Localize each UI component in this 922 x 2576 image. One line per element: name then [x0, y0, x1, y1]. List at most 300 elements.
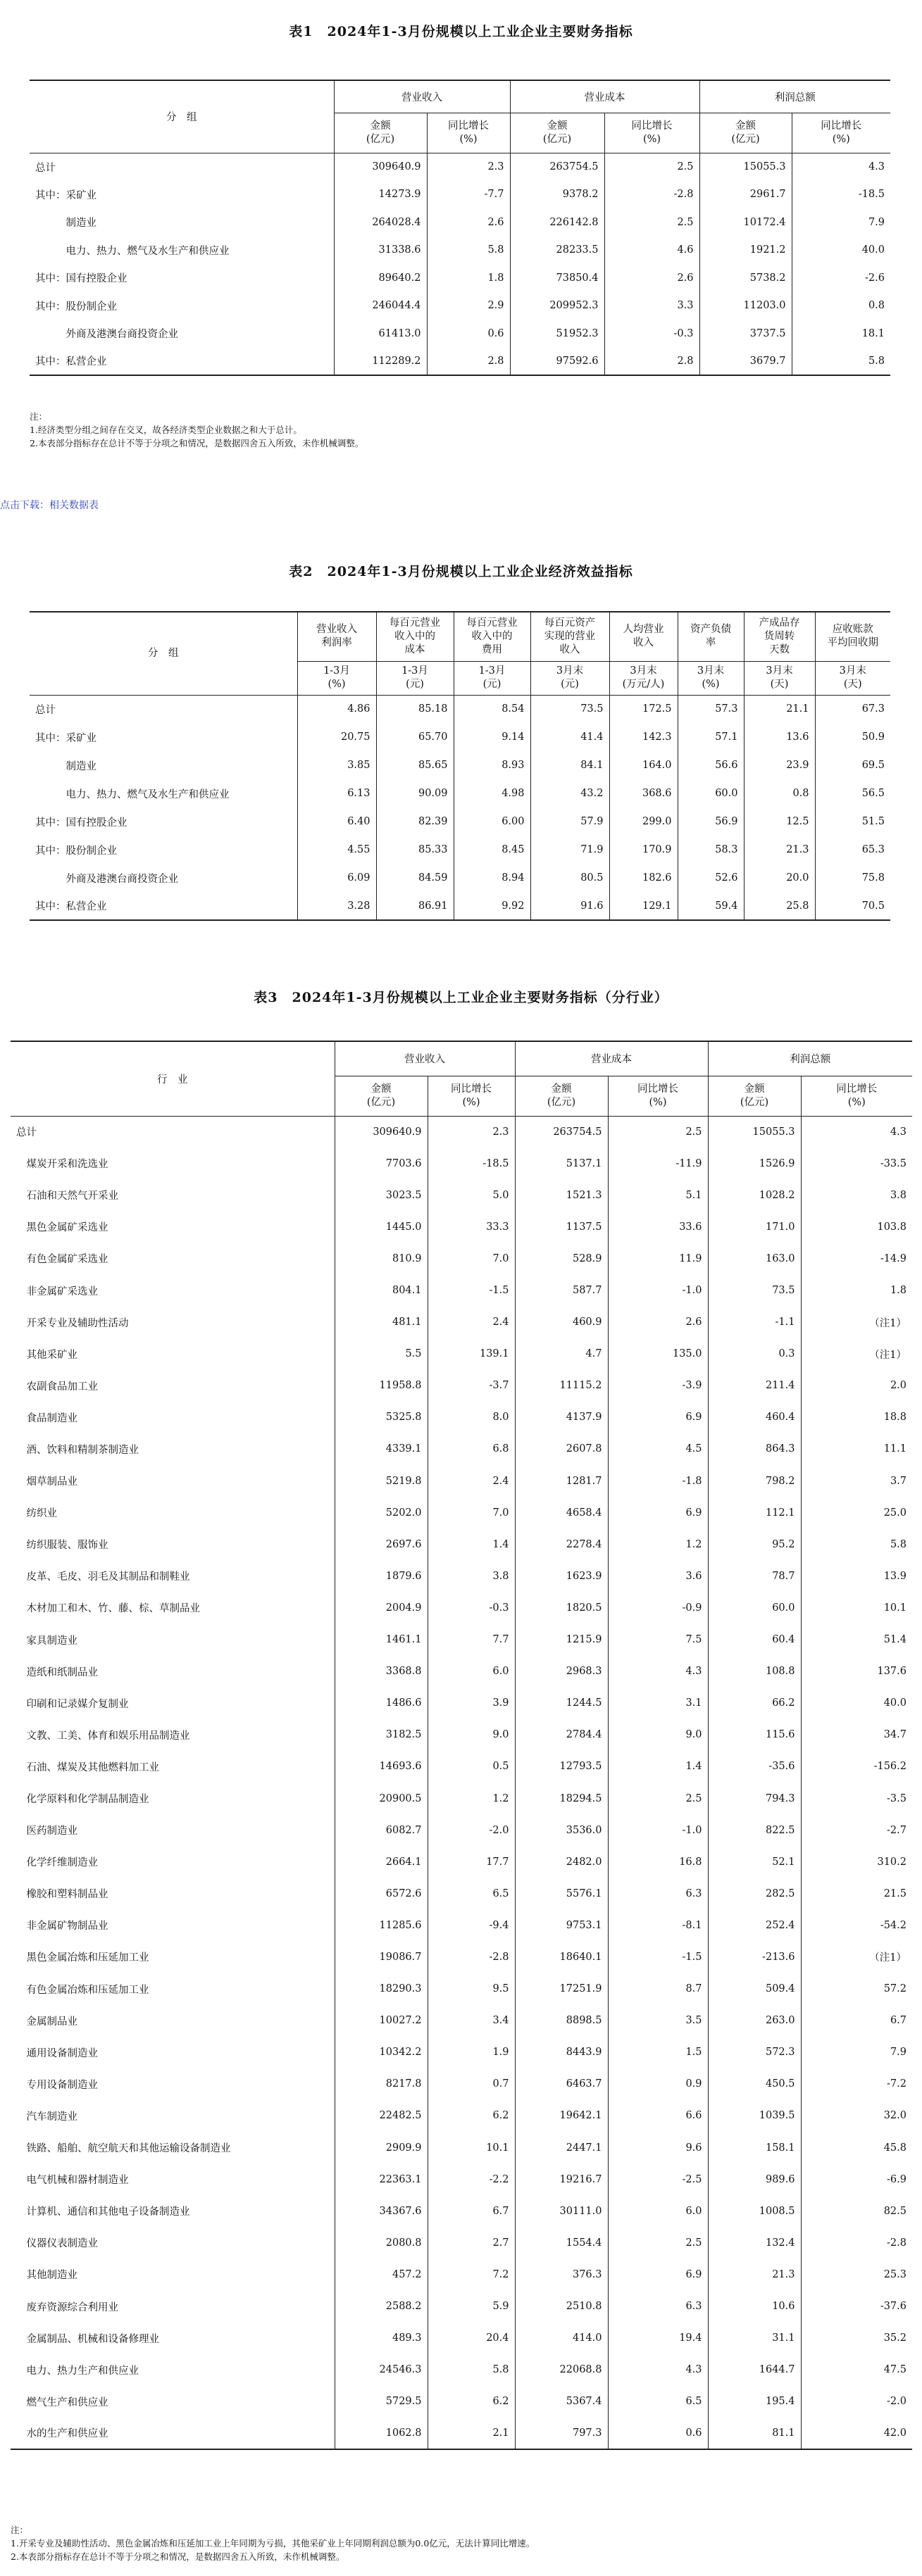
- table1-note-line: 2.本表部分指标存在总计不等于分项之和情况，是数据四舍五入所致，未作机械调整。: [30, 438, 364, 448]
- table1-cell: -2.6: [792, 264, 890, 292]
- table1-cell: 7.9: [792, 208, 890, 237]
- table3-cell: -1.0: [608, 1814, 708, 1846]
- table3-cell: 60.0: [708, 1592, 801, 1623]
- table3-subheader: 同比增长 (%): [801, 1076, 912, 1116]
- table3-row: [11, 1528, 912, 1560]
- table2-column-unit: 3月末 (元): [530, 661, 609, 695]
- table3-cell: 822.5: [708, 1814, 801, 1846]
- table2-column-header: 产成品存 货周转 天数: [744, 612, 815, 661]
- table3-cell: 211.4: [708, 1370, 801, 1402]
- table3: [11, 1041, 912, 2450]
- table3-row-label: 金属制品业: [16, 2016, 77, 2028]
- table3-cell: 2.3: [428, 1116, 515, 1148]
- table1-category-header: 分 组: [30, 80, 334, 153]
- table3-row: [11, 1846, 912, 1878]
- table3-cell: 103.8: [801, 1211, 912, 1243]
- table3-cell: 3.9: [428, 1688, 515, 1719]
- table3-cell: 10.1: [801, 1592, 912, 1623]
- table1-cell: -0.3: [604, 320, 699, 348]
- table1-notes: [30, 410, 363, 450]
- table3-row: [11, 2037, 912, 2068]
- table3-row: [11, 1814, 912, 1846]
- table3-cell: 10342.2: [335, 2037, 428, 2068]
- table3-cell: 2.6: [608, 1307, 708, 1338]
- table1-cell: 3737.5: [699, 320, 792, 348]
- table3-row-label: 纺织业: [16, 1508, 57, 1520]
- table3-cell: 108.8: [708, 1656, 801, 1688]
- table3-row-label: 通用设备制造业: [16, 2047, 98, 2059]
- table3-cell: 11.9: [608, 1243, 708, 1274]
- table3-cell: -2.5: [608, 2163, 708, 2195]
- table3-cell: 12793.5: [515, 1751, 608, 1783]
- table1-subheader: 同比增长 (%): [792, 113, 890, 153]
- table3-cell: 19216.7: [515, 2163, 608, 2195]
- table3-row: [11, 1211, 912, 1243]
- download-link[interactable]: 点击下载：相关数据表: [0, 500, 99, 511]
- table1: [30, 80, 890, 376]
- table2-column-header: 营业收入 利润率: [297, 612, 376, 661]
- table3-cell: -1.8: [608, 1465, 708, 1497]
- table1-cell: 28233.5: [510, 237, 604, 265]
- table3-cell: 3368.8: [335, 1656, 428, 1688]
- table3-note-line: 1.开采专业及辅助性活动、黑色金属冶炼和压延加工业上年同期为亏损，其他采矿业上年同期利润总额为0.0亿元，无法计算同比增速。: [11, 2538, 535, 2549]
- table3-cell: 1.2: [428, 1783, 515, 1814]
- table2-row: [30, 864, 890, 892]
- table3-cell: 22363.1: [335, 2163, 428, 2195]
- table3-row-label: 仪器仪表制造业: [16, 2238, 98, 2250]
- table3-cell: 81.1: [708, 2418, 801, 2449]
- table3-row-label: 文教、工美、体育和娱乐用品制造业: [16, 1730, 190, 1742]
- table3-cell: 2.5: [608, 1783, 708, 1814]
- table3-cell: 15055.3: [708, 1116, 801, 1148]
- table2-cell: 56.9: [678, 808, 744, 836]
- table3-cell: -3.7: [428, 1370, 515, 1402]
- table3-cell: 14693.6: [335, 1751, 428, 1783]
- table2-column-header: 每百元资产 实现的营业 收入: [530, 612, 609, 661]
- table3-cell: 135.0: [608, 1338, 708, 1370]
- table3-cell: 7.9: [801, 2037, 912, 2068]
- table2-cell: 85.18: [376, 695, 454, 723]
- table3-cell: 2.4: [428, 1307, 515, 1338]
- table3-cell: （注1）: [801, 1941, 912, 1973]
- table3-cell: 6.2: [428, 2386, 515, 2418]
- table3-cell: 57.2: [801, 1973, 912, 2005]
- table2-column-header: 应收账款 平均回收期: [815, 612, 890, 661]
- table3-row: [11, 2290, 912, 2322]
- table3-cell: 804.1: [335, 1274, 428, 1306]
- table3-row: [11, 1688, 912, 1719]
- table2-row-label: 总计: [35, 704, 56, 716]
- table3-row-label: 非金属矿物制品业: [16, 1921, 108, 1933]
- table3-cell: 4.3: [608, 1656, 708, 1688]
- table3-cell: 47.5: [801, 2354, 912, 2386]
- table3-cell: -1.0: [608, 1274, 708, 1306]
- table3-cell: 2697.6: [335, 1528, 428, 1560]
- table1-cell: 97592.6: [510, 348, 604, 376]
- table3-cell: 20.4: [428, 2323, 515, 2354]
- table3-cell: 2909.9: [335, 2132, 428, 2163]
- table3-cell: 19642.1: [515, 2100, 608, 2132]
- table3-cell: -2.8: [801, 2227, 912, 2258]
- table3-cell: 6.5: [608, 2386, 708, 2418]
- table3-row: [11, 2418, 912, 2449]
- table2-row-label: 其中：国有控股企业: [35, 817, 127, 829]
- table2-cell: 6.00: [454, 808, 530, 836]
- table2-cell: 91.6: [530, 892, 609, 920]
- table3-row-label: 黑色金属矿采选业: [16, 1222, 108, 1234]
- table3-row: [11, 1497, 912, 1528]
- table3-cell: 1879.6: [335, 1560, 428, 1592]
- table3-cell: 132.4: [708, 2227, 801, 2258]
- table3-cell: 1215.9: [515, 1624, 608, 1656]
- table3-row: [11, 2386, 912, 2418]
- table3-cell: 263754.5: [515, 1116, 608, 1148]
- table2-cell: 6.13: [297, 779, 376, 808]
- table3-row-label: 农副食品加工业: [16, 1381, 98, 1393]
- table3-row: [11, 2195, 912, 2227]
- table2-category-header: 分 组: [30, 612, 297, 695]
- table3-row: [11, 1307, 912, 1338]
- table2-cell: 57.1: [678, 723, 744, 751]
- table3-subheader: 金额 (亿元): [708, 1076, 801, 1116]
- table1-row-label: 电力、热力、燃气及水生产和供应业: [35, 245, 230, 257]
- table3-cell: 5.1: [608, 1179, 708, 1211]
- table3-cell: 171.0: [708, 1211, 801, 1243]
- table3-row-label: 木材加工和木、竹、藤、棕、草制品业: [16, 1603, 200, 1615]
- table3-cell: 18640.1: [515, 1941, 608, 1973]
- table3-cell: 24546.3: [335, 2354, 428, 2386]
- table3-cell: 11285.6: [335, 1909, 428, 1941]
- table1-cell: -18.5: [792, 181, 890, 209]
- table3-cell: 528.9: [515, 1243, 608, 1274]
- table1-row-label: 外商及港澳台商投资企业: [35, 329, 178, 341]
- table3-category-header: 行 业: [11, 1041, 335, 1116]
- table3-cell: -6.9: [801, 2163, 912, 2195]
- table2-row: [30, 751, 890, 779]
- table2-cell: 43.2: [530, 779, 609, 808]
- table3-note-line: 注：: [11, 2525, 29, 2535]
- table3-cell: 1008.5: [708, 2195, 801, 2227]
- table3-row: [11, 1402, 912, 1433]
- table2-column-header: 每百元营业 收入中的 成本: [376, 612, 454, 661]
- table3-cell: 13.9: [801, 1560, 912, 1592]
- table3-row: [11, 1656, 912, 1688]
- table3-row-label: 有色金属矿采选业: [16, 1254, 108, 1266]
- table3-cell: -1.5: [608, 1941, 708, 1973]
- table3-cell: 6.9: [608, 1402, 708, 1433]
- table3-row: [11, 2323, 912, 2354]
- table1-cell: 2.8: [427, 348, 510, 376]
- table3-cell: 5202.0: [335, 1497, 428, 1528]
- table3-cell: -2.8: [428, 1941, 515, 1973]
- table1-cell: 2.9: [427, 292, 510, 320]
- table3-cell: 52.1: [708, 1846, 801, 1878]
- table1-cell: 2.6: [604, 264, 699, 292]
- table3-row: [11, 1941, 912, 1973]
- table3-row-label: 铁路、船舶、航空航天和其他运输设备制造业: [16, 2143, 231, 2155]
- table3-row-label: 造纸和纸制品业: [16, 1666, 98, 1678]
- table3-cell: 1521.3: [515, 1179, 608, 1211]
- table2-row-label: 其中：采矿业: [35, 732, 96, 744]
- table3-row: [11, 2100, 912, 2132]
- table1-group-header: 营业收入: [334, 80, 510, 113]
- table2-column-header: 每百元营业 收入中的 费用: [454, 612, 530, 661]
- table3-subheader: 金额 (亿元): [515, 1076, 608, 1116]
- table3-cell: 95.2: [708, 1528, 801, 1560]
- table1-cell: 1.8: [427, 264, 510, 292]
- table2-row-label: 其中：私营企业: [30, 892, 297, 920]
- table1-row-label: 其中：私营企业: [30, 348, 334, 376]
- table3-cell: 51.4: [801, 1624, 912, 1656]
- table2-row: [30, 779, 890, 808]
- table1-cell: 112289.2: [334, 348, 427, 376]
- table3-cell: 1644.7: [708, 2354, 801, 2386]
- table3-cell: 460.4: [708, 1402, 801, 1433]
- table3-cell: 2968.3: [515, 1656, 608, 1688]
- table2-column-unit: 3月末 (天): [744, 661, 815, 695]
- table1-row: [30, 208, 890, 237]
- table3-cell: -3.9: [608, 1370, 708, 1402]
- table3-cell: 82.5: [801, 2195, 912, 2227]
- table1-cell: 3.3: [604, 292, 699, 320]
- table3-cell: 6.3: [608, 2290, 708, 2322]
- table2-row-label: 其中：股份制企业: [35, 845, 117, 857]
- table3-cell: 20900.5: [335, 1783, 428, 1814]
- table3-cell: 9.0: [428, 1719, 515, 1751]
- table2-cell: 20.75: [297, 723, 376, 751]
- table3-cell: 2080.8: [335, 2227, 428, 2258]
- table3-cell: 509.4: [708, 1973, 801, 2005]
- table3-cell: 11115.2: [515, 1370, 608, 1402]
- table3-cell: 45.8: [801, 2132, 912, 2163]
- table3-cell: 5219.8: [335, 1465, 428, 1497]
- table3-notes: [11, 2523, 535, 2563]
- table3-cell: 34367.6: [335, 2195, 428, 2227]
- table3-row: [11, 1973, 912, 2005]
- table1-row: [30, 153, 890, 181]
- table3-cell: 414.0: [515, 2323, 608, 2354]
- table3-cell: 1137.5: [515, 1211, 608, 1243]
- table3-cell: 6463.7: [515, 2068, 608, 2100]
- table3-cell: 30111.0: [515, 2195, 608, 2227]
- table2-column-unit: 1-3月 (%): [297, 661, 376, 695]
- table2-cell: 25.8: [744, 892, 815, 920]
- table1-cell: 2.6: [427, 208, 510, 237]
- table1-row: [30, 348, 890, 376]
- table2-cell: 6.40: [297, 808, 376, 836]
- table3-cell: 5.0: [428, 1179, 515, 1211]
- table3-cell: 11958.8: [335, 1370, 428, 1402]
- table3-cell: 2278.4: [515, 1528, 608, 1560]
- table2-cell: 57.3: [678, 695, 744, 723]
- table3-row-label: 食品制造业: [16, 1412, 77, 1424]
- table1-cell: 2.3: [427, 153, 510, 181]
- table1-cell: 14273.9: [334, 181, 427, 209]
- table3-cell: 6.9: [608, 1497, 708, 1528]
- table1-cell: 1921.2: [699, 237, 792, 265]
- table2-cell: 21.3: [744, 836, 815, 864]
- table3-cell: 457.2: [335, 2258, 428, 2290]
- table2-cell: 71.9: [530, 836, 609, 864]
- table3-cell: 8898.5: [515, 2005, 608, 2037]
- table3-cell: 6572.6: [335, 1878, 428, 1909]
- table2-cell: 9.14: [454, 723, 530, 751]
- table2-cell: 23.9: [744, 751, 815, 779]
- table2-row: [30, 723, 890, 751]
- table2-cell: 65.3: [815, 836, 890, 864]
- table1-cell: 9378.2: [510, 181, 604, 209]
- table3-cell: 4.3: [608, 2354, 708, 2386]
- table2-cell: 8.93: [454, 751, 530, 779]
- table3-cell: 1554.4: [515, 2227, 608, 2258]
- table1-title: 表1 2024年1-3月份规模以上工业企业主要财务指标: [289, 24, 633, 39]
- table1-cell: 73850.4: [510, 264, 604, 292]
- table3-cell: 139.1: [428, 1338, 515, 1370]
- table2-cell: 58.3: [678, 836, 744, 864]
- table1-row-label: 其中：国有控股企业: [35, 273, 127, 285]
- table3-cell: 1820.5: [515, 1592, 608, 1623]
- table3-cell: 0.7: [428, 2068, 515, 2100]
- table3-subheader: 同比增长 (%): [428, 1076, 515, 1116]
- table2-cell: 21.1: [744, 695, 815, 723]
- table3-cell: -9.4: [428, 1909, 515, 1941]
- table3-cell: 989.6: [708, 2163, 801, 2195]
- table3-row: [11, 1560, 912, 1592]
- table2-cell: 82.39: [376, 808, 454, 836]
- table3-cell: 17.7: [428, 1846, 515, 1878]
- table3-cell: 810.9: [335, 1243, 428, 1274]
- table3-cell: 195.4: [708, 2386, 801, 2418]
- table3-cell: 60.4: [708, 1624, 801, 1656]
- table3-cell: 25.3: [801, 2258, 912, 2290]
- table3-cell: 78.7: [708, 1560, 801, 1592]
- table3-cell: 31.1: [708, 2323, 801, 2354]
- table3-title: 表3 2024年1-3月份规模以上工业企业主要财务指标（分行业）: [254, 990, 668, 1005]
- table2-cell: 41.4: [530, 723, 609, 751]
- table2-cell: 65.70: [376, 723, 454, 751]
- table3-row-label: 电气机械和器材制造业: [16, 2175, 129, 2187]
- table1-cell: 0.6: [427, 320, 510, 348]
- table1-subheader: 金额 (亿元): [334, 113, 427, 153]
- table3-row-label: 有色金属冶炼和压延加工业: [16, 1984, 149, 1996]
- table3-cell: 1.2: [608, 1528, 708, 1560]
- table3-cell: -213.6: [708, 1941, 801, 1973]
- table1-cell: 89640.2: [334, 264, 427, 292]
- table3-cell: 6082.7: [335, 1814, 428, 1846]
- table3-row-label: 橡胶和塑料制品业: [16, 1889, 108, 1901]
- table3-row-label: 汽车制造业: [16, 2111, 77, 2123]
- table3-row: [11, 1370, 912, 1402]
- table3-cell: 6.5: [428, 1878, 515, 1909]
- table3-cell: 6.9: [608, 2258, 708, 2290]
- table3-cell: 33.3: [428, 1211, 515, 1243]
- table3-cell: 2784.4: [515, 1719, 608, 1751]
- table3-cell: 2607.8: [515, 1433, 608, 1465]
- table3-cell: -37.6: [801, 2290, 912, 2322]
- table1-row-label: 其中：采矿业: [35, 189, 96, 201]
- table1-note-line: 注：: [30, 411, 48, 422]
- table3-group-header: 营业成本: [515, 1041, 708, 1076]
- table3-cell: 32.0: [801, 2100, 912, 2132]
- table3-cell: 137.6: [801, 1656, 912, 1688]
- table3-cell: 7.0: [428, 1243, 515, 1274]
- table3-row: [11, 1179, 912, 1211]
- table1-cell: 2.5: [604, 153, 699, 181]
- table2-cell: 73.5: [530, 695, 609, 723]
- table3-cell: 18294.5: [515, 1783, 608, 1814]
- table3-cell: 1.5: [608, 2037, 708, 2068]
- table3-cell: 9.6: [608, 2132, 708, 2163]
- table1-cell: 4.6: [604, 237, 699, 265]
- table1-cell: 309640.9: [334, 153, 427, 181]
- table3-cell: 8443.9: [515, 2037, 608, 2068]
- table2-cell: 90.09: [376, 779, 454, 808]
- table1-row: [30, 292, 890, 320]
- table2-column-unit: 3月末 (天): [815, 661, 890, 695]
- table1-subheader: 金额 (亿元): [699, 113, 792, 153]
- table3-cell: 9.0: [608, 1719, 708, 1751]
- table3-cell: 252.4: [708, 1909, 801, 1941]
- table3-cell: 0.5: [428, 1751, 515, 1783]
- table2-cell: 8.94: [454, 864, 530, 892]
- table3-cell: 3.8: [801, 1179, 912, 1211]
- table3-cell: 263.0: [708, 2005, 801, 2037]
- table3-subheader: 金额 (亿元): [335, 1076, 428, 1116]
- table3-cell: 310.2: [801, 1846, 912, 1878]
- table3-cell: 42.0: [801, 2418, 912, 2449]
- table1-subheader: 金额 (亿元): [510, 113, 604, 153]
- table3-cell: 5.5: [335, 1338, 428, 1370]
- table2-cell: 8.45: [454, 836, 530, 864]
- table3-cell: 572.3: [708, 2037, 801, 2068]
- table3-row: [11, 2163, 912, 2195]
- table3-cell: 1486.6: [335, 1688, 428, 1719]
- table3-cell: 9.5: [428, 1973, 515, 2005]
- table2-cell: 142.3: [609, 723, 678, 751]
- table2-cell: 170.9: [609, 836, 678, 864]
- table3-cell: 1623.9: [515, 1560, 608, 1592]
- table3-cell: 25.0: [801, 1497, 912, 1528]
- table3-cell: 6.2: [428, 2100, 515, 2132]
- table3-cell: 2664.1: [335, 1846, 428, 1878]
- table3-row: [11, 1624, 912, 1656]
- table3-row-label: 其他采矿业: [16, 1349, 77, 1361]
- table3-cell: 5729.5: [335, 2386, 428, 2418]
- table2-cell: 4.55: [297, 836, 376, 864]
- table2-cell: 13.6: [744, 723, 815, 751]
- table2-cell: 20.0: [744, 864, 815, 892]
- table1-row-label: 制造业: [35, 218, 96, 230]
- table2-cell: 69.5: [815, 751, 890, 779]
- table3-cell: -14.9: [801, 1243, 912, 1274]
- table3-cell: 5.8: [801, 1528, 912, 1560]
- table3-cell: 798.2: [708, 1465, 801, 1497]
- table3-cell: 19.4: [608, 2323, 708, 2354]
- table3-cell: 1028.2: [708, 1179, 801, 1211]
- table3-cell: 1244.5: [515, 1688, 608, 1719]
- table3-row: [11, 1719, 912, 1751]
- table1-cell: -2.8: [604, 181, 699, 209]
- table3-row: [11, 1465, 912, 1497]
- table3-cell: 18290.3: [335, 1973, 428, 2005]
- table1-cell: 51952.3: [510, 320, 604, 348]
- table3-cell: 3023.5: [335, 1179, 428, 1211]
- table2-cell: 164.0: [609, 751, 678, 779]
- table3-cell: 16.8: [608, 1846, 708, 1878]
- table3-cell: 6.7: [801, 2005, 912, 2037]
- table3-cell: -35.6: [708, 1751, 801, 1783]
- table2-row: [30, 836, 890, 864]
